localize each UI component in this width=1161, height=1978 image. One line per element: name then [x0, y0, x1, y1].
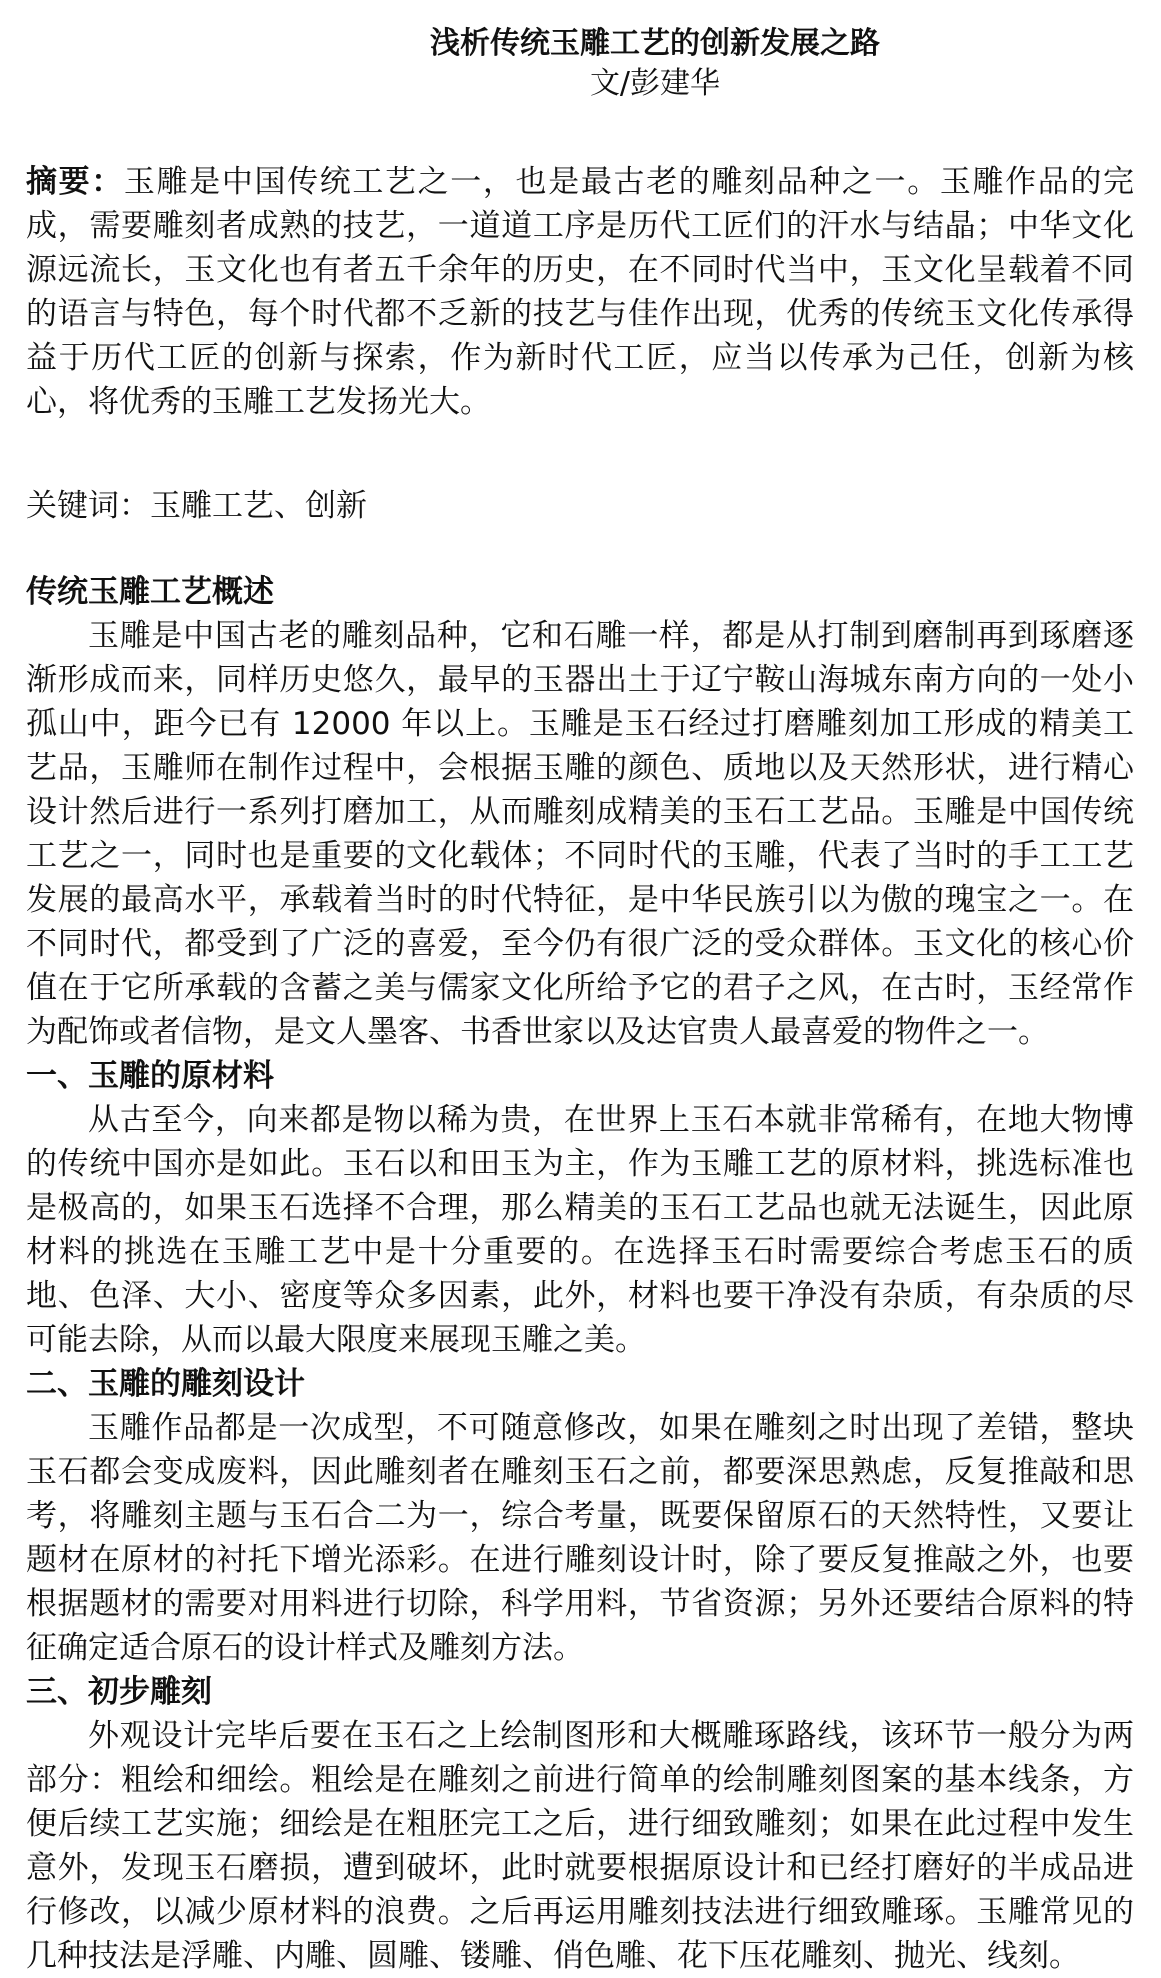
subheading-raw-material: 一、玉雕的原材料 — [26, 1058, 274, 1094]
document-title: 浅析传统玉雕工艺的创新发展之路 — [430, 26, 880, 61]
document-page — [26, 24, 1134, 1978]
paragraph-initial-carving: 外观设计完毕后要在玉石之上绘制图形和大概雕琢路线，该环节一般分为两部分：粗绘和细绘。粗绘是在雕刻之前进行简单的绘制雕刻图案的基本线条，方便后续工艺实施；细绘是在粗胚完工之后，进行细致雕刻；如果在此过程中发生意外，发现玉石磨损，遭到破坏，此时就要根据原设计和已经打磨好的半成品进行修改，以减少原材料的浪费。之后再运用雕刻技法进行细致雕琢。玉雕常见的几种技法是浮雕、内雕、圆雕、镂雕、俏色雕、花下压花雕刻、抛光、线刻。 — [26, 1718, 1134, 1974]
paragraph-raw-material: 从古至今，向来都是物以稀为贵，在世界上玉石本就非常稀有，在地大物博的传统中国亦是如此。玉石以和田玉为主，作为玉雕工艺的原材料，挑选标准也是极高的，如果玉石选择不合理，那么精美的玉石工艺品也就无法诞生，因此原材料的挑选在玉雕工艺中是十分重要的。在选择玉石时需要综合考虑玉石的质地、色泽、大小、密度等众多因素，此外，材料也要干净没有杂质，有杂质的尽可能去除，从而以最大限度来展现玉雕之美。 — [26, 1102, 1134, 1358]
paragraph-overview: 玉雕是中国古老的雕刻品种，它和石雕一样，都是从打制到磨制再到琢磨逐渐形成而来，同样历史悠久，最早的玉器出土于辽宁鞍山海城东南方向的一处小孤山中，距今已有 12000 年以上。玉雕是玉石经过打磨雕刻加工形成的精美工艺品，玉雕师在制作过程中，会根据玉雕的颜色、质地以及天然形状，进行精心设计然后进行一系列打磨加工，从而雕刻成精美的玉石工艺品。玉雕是中国传统工艺之一，同时也是重要的文化载体；不同时代的玉雕，代表了当时的手工工艺发展的最高水平，承载着当时的时代特征，是中华民族引以为傲的瑰宝之一。在不同时代，都受到了广泛的喜爱，至今仍有很广泛的受众群体。玉文化的核心价值在于它所承载的含蓄之美与儒家文化所给予它的君子之风，在古时，玉经常作为配饰或者信物，是文人墨客、书香世家以及达官贵人最喜爱的物件之一。 — [26, 618, 1134, 1050]
subheading-initial-carving: 三、初步雕刻 — [26, 1674, 212, 1710]
abstract — [26, 160, 1134, 424]
section-heading-overview: 传统玉雕工艺概述 — [26, 574, 274, 610]
abstract-text: 玉雕是中国传统工艺之一，也是最古老的雕刻品种之一。玉雕作品的完成，需要雕刻者成熟的技艺，一道道工序是历代工匠们的汗水与结晶；中华文化源远流长，玉文化也有者五千余年的历史，在不同时代当中，玉文化呈载着不同的语言与特色，每个时代都不乏新的技艺与佳作出现，优秀的传统玉文化传承得益于历代工匠的创新与探索，作为新时代工匠，应当以传承为己任，创新为核心，将优秀的玉雕工艺发扬光大。 — [26, 164, 1135, 420]
document-author: 文/彭建华 — [589, 66, 721, 101]
abstract-label: 摘要： — [26, 164, 124, 200]
subheading-carving-design: 二、玉雕的雕刻设计 — [26, 1366, 305, 1402]
paragraph-carving-design: 玉雕作品都是一次成型，不可随意修改，如果在雕刻之时出现了差错，整块玉石都会变成废料，因此雕刻者在雕刻玉石之前，都要深思熟虑，反复推敲和思考，将雕刻主题与玉石合二为一，综合考量，既要保留原石的天然特性，又要让题材在原材的衬托下增光添彩。在进行雕刻设计时，除了要反复推敲之外，也要根据题材的需要对用料进行切除，科学用料，节省资源；另外还要结合原料的特征确定适合原石的设计样式及雕刻方法。 — [26, 1410, 1134, 1666]
keywords: 关键词：玉雕工艺、创新 — [26, 488, 367, 524]
